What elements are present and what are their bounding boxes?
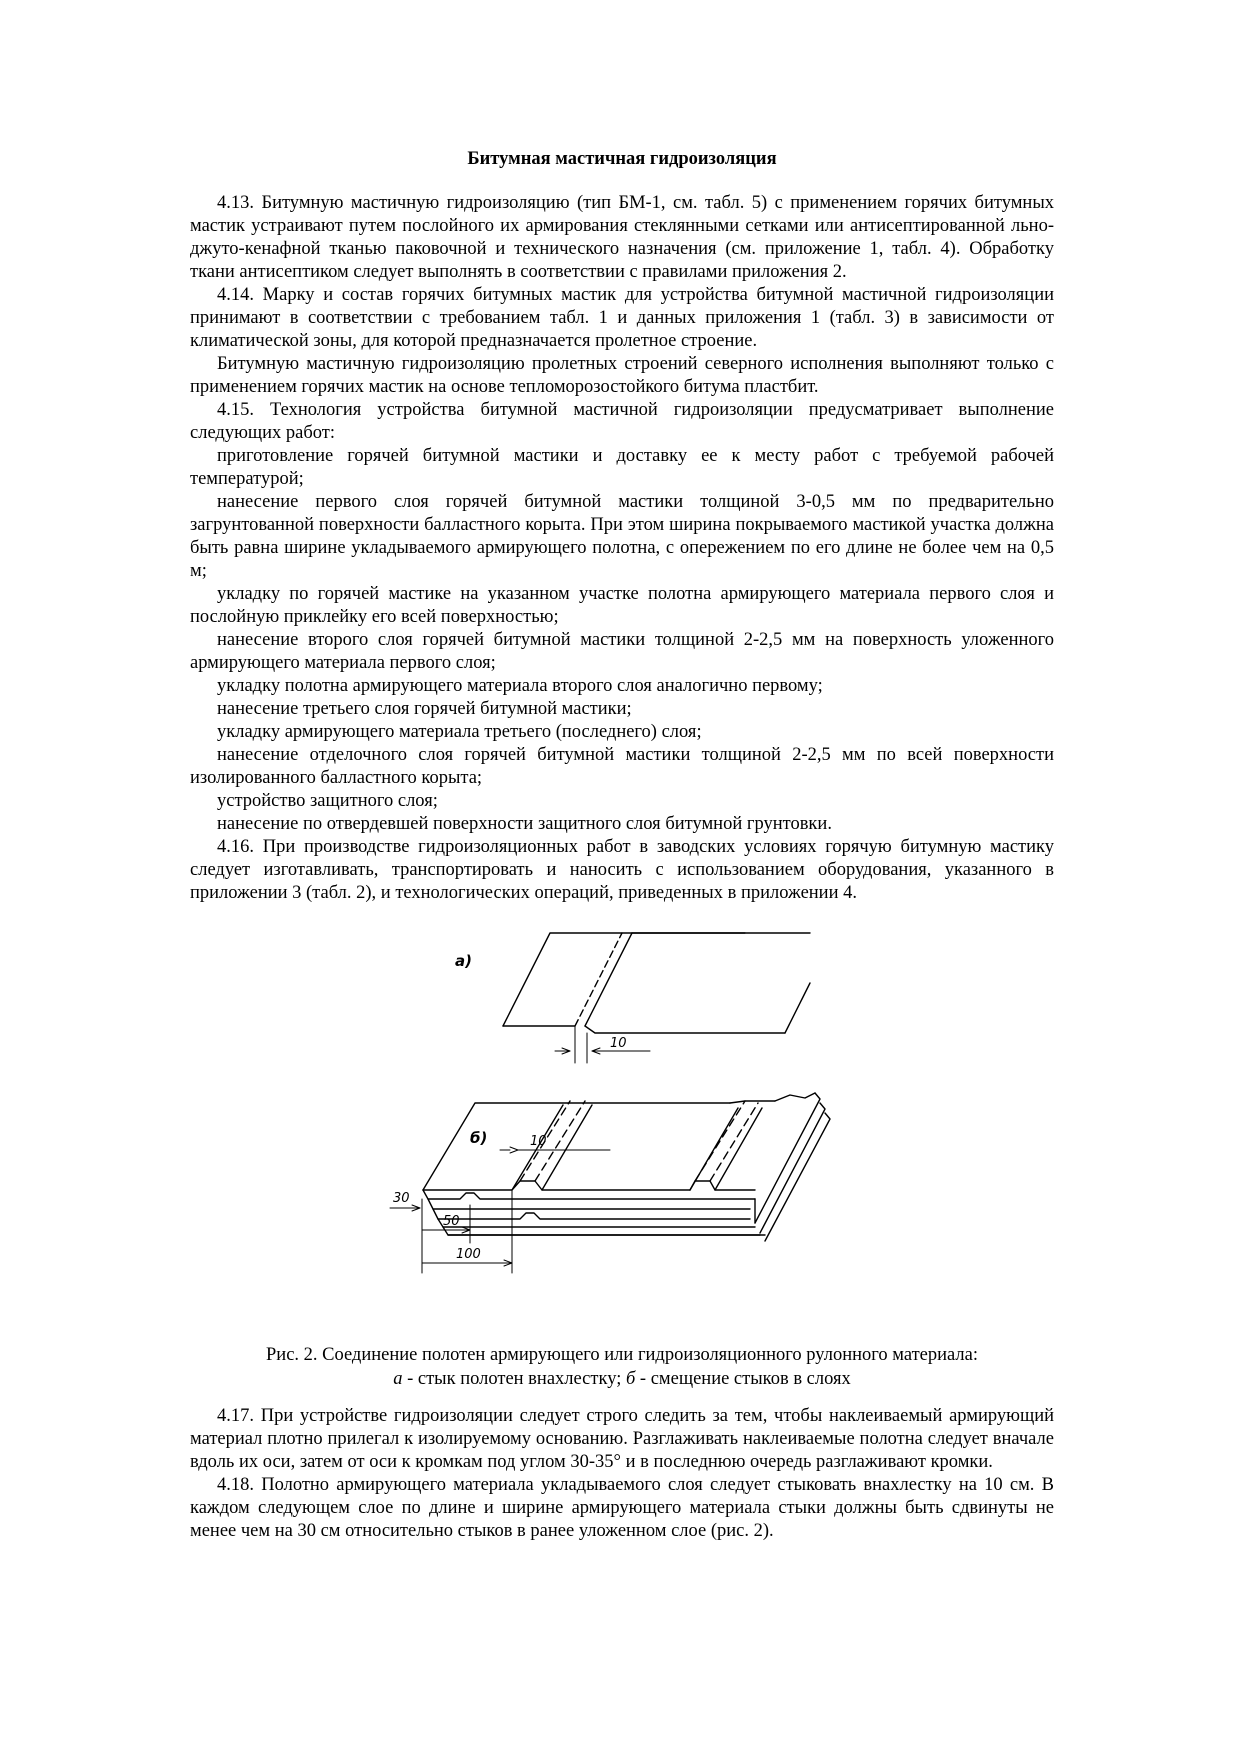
paragraph: 4.16. При производстве гидроизоляционных работ в заводских условиях горячую битумную мастику следует изготавливать, транспортировать и наносить с использованием оборудования, указанного в приложении 3 (табл. 2), и технологических операций, приведенных в приложении 4. (190, 837, 1054, 903)
drawing-a-overlap-joint (503, 933, 810, 1063)
dimension-label: 100 (456, 1247, 481, 1262)
paragraph: приготовление горячей битумной мастики и доставку ее к месту работ с требуемой рабочей температурой; (190, 446, 1054, 489)
paragraph: укладку полотна армирующего материала второго слоя аналогично первому; (217, 676, 823, 696)
paragraph: 4.14. Марку и состав горячих битумных мастик для устройства битумной мастичной гидроизоляции принимают в соответствии с требованием табл. 1 и данных приложения 1 (табл. 3) в зависимости от климатической зоны, для которой предназначается пролетное строение. (190, 285, 1054, 351)
figure-caption (190, 1343, 1054, 1391)
paragraph: нанесение второго слоя горячей битумной мастики толщиной 2-2,5 мм на поверхность уложенного армирующего материала первого слоя; (190, 630, 1054, 673)
paragraph: устройство защитного слоя; (217, 791, 438, 811)
figure-2-drawing (190, 923, 1054, 1343)
paragraph: нанесение первого слоя горячей битумной мастики толщиной 3-0,5 мм по предварительно загрунтованной поверхности балластного корыта. При этом ширина покрываемого мастикой участка должна быть равна ширине укладываемого армирующего полотна, с опережением по его длине не более чем на 0,5 м; (190, 492, 1054, 581)
section-heading: Битумная мастичная гидроизоляция (467, 149, 777, 169)
paragraph: нанесение по отвердевшей поверхности защитного слоя битумной грунтовки. (217, 814, 832, 834)
paragraph: 4.13. Битумную мастичную гидроизоляцию (тип БМ-1, см. табл. 5) с применением горячих битумных мастик устраивают путем послойного их армирования стеклянными сетками или антисептированной льно-джуто-кенафной тканью паковочной и технического назначения (см. приложение 1, табл. 4). Обработку ткани антисептиком следует выполнять в соответствии с правилами приложения 2. (190, 193, 1054, 282)
caption-letter-b: б (625, 1369, 636, 1389)
figure-label-a: а) (455, 952, 472, 970)
dimension-label: 10 (610, 1036, 627, 1051)
joint-diagram (190, 923, 1054, 1343)
paragraph: укладку по горячей мастике на указанном участке полотна армирующего материала первого слоя и послойную приклейку его всей поверхностью; (190, 584, 1054, 627)
paragraph: 4.15. Технология устройства битумной мастичной гидроизоляции предусматривает выполнение следующих работ: (190, 400, 1054, 443)
paragraph: Битумную мастичную гидроизоляцию пролетных строений северного исполнения выполняют только с применением горячих мастик на основе тепломорозостойкого битума пластбит. (190, 354, 1054, 397)
dimension-label: 30 (393, 1191, 410, 1206)
paragraph: нанесение третьего слоя горячей битумной мастики; (217, 699, 632, 719)
dimension-label: 50 (443, 1214, 460, 1229)
caption-text-a: - стык полотен внахлестку; (402, 1369, 626, 1389)
paragraph: укладку армирующего материала третьего (последнего) слоя; (217, 722, 702, 742)
paragraph: 4.18. Полотно армирующего материала укладываемого слоя следует стыковать внахлестку на 10 см. В каждом следующем слое по длине и ширине армирующего материала стыки должны быть сдвинуты не менее чем на 30 см относительно стыков в ранее уложенном слое (рис. 2). (190, 1475, 1054, 1541)
document-page (190, 148, 1054, 1543)
caption-line-2 (190, 1367, 1054, 1391)
caption-line-1: Рис. 2. Соединение полотен армирующего или гидроизоляционного рулонного материала: (266, 1345, 978, 1365)
text-block-after (190, 1405, 1054, 1543)
paragraph: нанесение отделочного слоя горячей битумной мастики толщиной 2-2,5 мм по всей поверхности изолированного балластного корыта; (190, 745, 1054, 788)
paragraph: 4.17. При устройстве гидроизоляции следует строго следить за тем, чтобы наклеиваемый армирующий материал плотно прилегал к изолируемому основанию. Разглаживать наклеиваемые полотна следует вначале вдоль их оси, затем от оси к кромкам под углом 30-35° и в последнюю очередь разглаживают кромки. (190, 1406, 1054, 1472)
text-block-before (190, 192, 1054, 905)
figure-label-b: б) (470, 1129, 488, 1147)
caption-text-b: - смещение стыков в слоях (635, 1369, 851, 1389)
dimension-label: 10 (530, 1134, 547, 1149)
caption-letter-a: а (393, 1369, 403, 1389)
drawing-b-staggered-layers (390, 1093, 830, 1273)
